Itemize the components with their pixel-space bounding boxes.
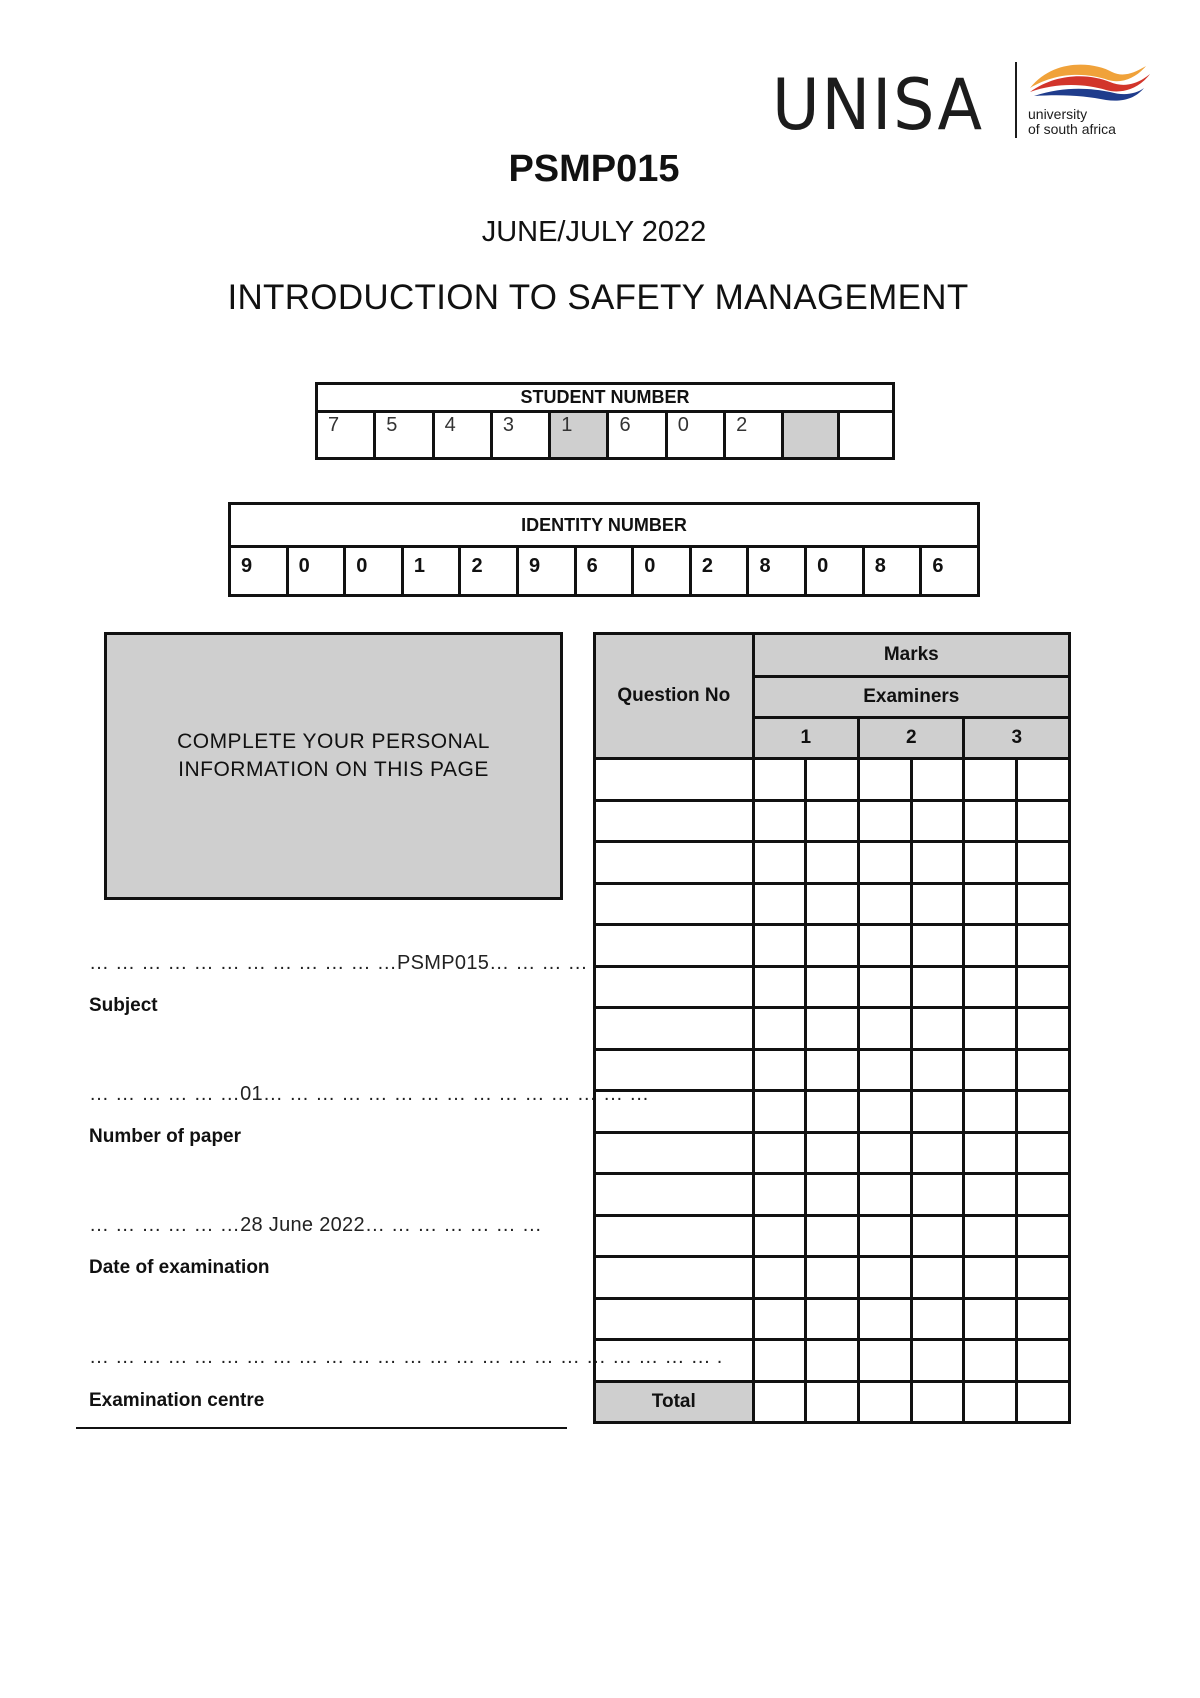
mark-cell[interactable] — [806, 1174, 859, 1216]
mark-cell[interactable] — [1017, 759, 1070, 801]
mark-cell[interactable] — [753, 1174, 806, 1216]
mark-cell[interactable] — [806, 966, 859, 1008]
total-cell[interactable] — [964, 1381, 1017, 1423]
identity-digit[interactable]: 1 — [402, 547, 460, 596]
logo-wordmark: UNISA — [772, 64, 984, 146]
mark-cell[interactable] — [859, 925, 912, 967]
mark-cell[interactable] — [859, 1215, 912, 1257]
mark-cell[interactable] — [806, 1008, 859, 1050]
mark-cell[interactable] — [911, 800, 964, 842]
mark-cell[interactable] — [964, 883, 1017, 925]
student-digit[interactable]: 5 — [375, 412, 433, 459]
mark-cell[interactable] — [806, 1091, 859, 1133]
identity-digit[interactable]: 9 — [518, 547, 576, 596]
mark-cell[interactable] — [964, 759, 1017, 801]
mark-cell[interactable] — [753, 966, 806, 1008]
mark-cell[interactable] — [859, 1298, 912, 1340]
mark-cell[interactable] — [964, 1008, 1017, 1050]
question-no-cell[interactable] — [595, 1257, 754, 1299]
identity-digit[interactable]: 8 — [863, 547, 921, 596]
exam-date-field[interactable]: … … … … … …28 June 2022… … … … … … … — [89, 1214, 543, 1236]
mark-cell[interactable] — [859, 966, 912, 1008]
examiner-2-header: 2 — [859, 718, 964, 759]
mark-cell[interactable] — [964, 1091, 1017, 1133]
identity-digit[interactable]: 6 — [921, 547, 979, 596]
marks-row — [595, 800, 1070, 842]
identity-digit[interactable]: 0 — [345, 547, 403, 596]
student-digit[interactable]: 6 — [608, 412, 666, 459]
mark-cell[interactable] — [806, 800, 859, 842]
marks-row — [595, 1091, 1070, 1133]
student-digit[interactable] — [838, 412, 893, 459]
logo-divider — [1015, 62, 1017, 138]
question-no-cell[interactable] — [595, 1132, 754, 1174]
marks-row — [595, 925, 1070, 967]
mark-cell[interactable] — [753, 1008, 806, 1050]
total-cell[interactable] — [753, 1381, 806, 1423]
marks-row — [595, 759, 1070, 801]
mark-cell[interactable] — [964, 1132, 1017, 1174]
mark-cell[interactable] — [1017, 800, 1070, 842]
question-no-cell[interactable] — [595, 1215, 754, 1257]
mark-cell[interactable] — [806, 1257, 859, 1299]
mark-cell[interactable] — [753, 842, 806, 884]
identity-digit[interactable]: 9 — [230, 547, 288, 596]
mark-cell[interactable] — [859, 759, 912, 801]
identity-digit[interactable]: 6 — [575, 547, 633, 596]
marks-rows — [595, 759, 1070, 1382]
marks-row — [595, 1008, 1070, 1050]
subject-label: Subject — [89, 995, 158, 1016]
mark-cell[interactable] — [806, 1215, 859, 1257]
mark-cell[interactable] — [1017, 966, 1070, 1008]
question-no-cell[interactable] — [595, 1174, 754, 1216]
identity-digit[interactable]: 2 — [690, 547, 748, 596]
mark-cell[interactable] — [1017, 883, 1070, 925]
mark-cell[interactable] — [859, 842, 912, 884]
student-digit[interactable]: 0 — [666, 412, 724, 459]
question-no-cell[interactable] — [595, 842, 754, 884]
mark-cell[interactable] — [1017, 1215, 1070, 1257]
mark-cell[interactable] — [753, 1298, 806, 1340]
mark-cell[interactable] — [859, 1174, 912, 1216]
mark-cell[interactable] — [911, 1298, 964, 1340]
marks-row — [595, 1215, 1070, 1257]
student-digit[interactable]: 1 — [550, 412, 608, 459]
question-no-cell[interactable] — [595, 1298, 754, 1340]
notice-line2: INFORMATION ON THIS PAGE — [178, 758, 489, 781]
marks-row — [595, 1298, 1070, 1340]
identity-number-table — [228, 502, 980, 597]
total-label: Total — [595, 1381, 754, 1423]
student-number-table — [315, 382, 895, 460]
mark-cell[interactable] — [859, 800, 912, 842]
mark-cell[interactable] — [1017, 842, 1070, 884]
logo-line1: university — [1028, 106, 1088, 122]
question-no-cell[interactable] — [595, 1091, 754, 1133]
identity-digit[interactable]: 2 — [460, 547, 518, 596]
mark-cell[interactable] — [964, 1340, 1017, 1382]
exam-centre-label: Examination centre — [89, 1390, 265, 1411]
mark-cell[interactable] — [964, 1257, 1017, 1299]
examiner-1-header: 1 — [753, 718, 858, 759]
marks-row — [595, 883, 1070, 925]
mark-cell[interactable] — [753, 883, 806, 925]
mark-cell[interactable] — [753, 1215, 806, 1257]
mark-cell[interactable] — [859, 1257, 912, 1299]
exam-session-title: JUNE/JULY 2022 — [481, 216, 707, 248]
subject-title: INTRODUCTION TO SAFETY MANAGEMENT — [227, 278, 969, 317]
mark-cell[interactable] — [859, 1340, 912, 1382]
mark-cell[interactable] — [911, 1091, 964, 1133]
mark-cell[interactable] — [964, 925, 1017, 967]
question-no-cell[interactable] — [595, 800, 754, 842]
mark-cell[interactable] — [1017, 1174, 1070, 1216]
logo-line2: of south africa — [1028, 121, 1116, 137]
logo-flag-icon — [1024, 58, 1154, 104]
mark-cell[interactable] — [1017, 1091, 1070, 1133]
marks-header: Marks — [753, 634, 1069, 677]
student-digit[interactable]: 4 — [433, 412, 491, 459]
student-digit[interactable] — [783, 412, 838, 459]
question-no-cell[interactable] — [595, 759, 754, 801]
form-bottom-rule — [76, 1427, 567, 1429]
question-no-cell[interactable] — [595, 1049, 754, 1091]
mark-cell[interactable] — [911, 842, 964, 884]
mark-cell[interactable] — [806, 1340, 859, 1382]
mark-cell[interactable] — [911, 1174, 964, 1216]
mark-cell[interactable] — [911, 925, 964, 967]
question-no-cell[interactable] — [595, 966, 754, 1008]
examiner-3-header: 3 — [964, 718, 1070, 759]
marks-table — [593, 632, 1071, 1424]
mark-cell[interactable] — [753, 1257, 806, 1299]
mark-cell[interactable] — [859, 1008, 912, 1050]
mark-cell[interactable] — [911, 1340, 964, 1382]
mark-cell[interactable] — [806, 759, 859, 801]
mark-cell[interactable] — [1017, 1008, 1070, 1050]
question-no-cell[interactable] — [595, 883, 754, 925]
mark-cell[interactable] — [806, 1049, 859, 1091]
question-no-header: Question No — [595, 634, 754, 759]
subject-field[interactable]: … … … … … … … … … … … …PSMP015… … … … — [89, 952, 588, 974]
exam-centre-field[interactable]: … … … … … … … … … … … … … … … … … … … … … … … … . — [89, 1346, 723, 1368]
examiners-header: Examiners — [753, 677, 1069, 718]
personal-info-notice — [104, 632, 563, 900]
mark-cell[interactable] — [964, 1215, 1017, 1257]
question-no-cell[interactable] — [595, 925, 754, 967]
mark-cell[interactable] — [806, 842, 859, 884]
mark-cell[interactable] — [753, 1340, 806, 1382]
paper-number-field[interactable]: … … … … … …01… … … … … … … … … … … … … … … — [89, 1083, 650, 1105]
mark-cell[interactable] — [1017, 925, 1070, 967]
mark-cell[interactable] — [1017, 1257, 1070, 1299]
mark-cell[interactable] — [964, 842, 1017, 884]
mark-cell[interactable] — [1017, 1049, 1070, 1091]
mark-cell[interactable] — [859, 883, 912, 925]
mark-cell[interactable] — [911, 1257, 964, 1299]
identity-digit[interactable]: 0 — [287, 547, 345, 596]
mark-cell[interactable] — [859, 1132, 912, 1174]
mark-cell[interactable] — [911, 759, 964, 801]
student-digit[interactable]: 3 — [491, 412, 549, 459]
mark-cell[interactable] — [911, 883, 964, 925]
notice-line1: COMPLETE YOUR PERSONAL — [177, 730, 490, 753]
marks-row — [595, 842, 1070, 884]
student-digit[interactable]: 2 — [725, 412, 783, 459]
question-no-cell[interactable] — [595, 1340, 754, 1382]
mark-cell[interactable] — [911, 1215, 964, 1257]
mark-cell[interactable] — [1017, 1298, 1070, 1340]
marks-row — [595, 966, 1070, 1008]
total-cell[interactable] — [806, 1381, 859, 1423]
mark-cell[interactable] — [911, 966, 964, 1008]
mark-cell[interactable] — [806, 1132, 859, 1174]
mark-cell[interactable] — [753, 1049, 806, 1091]
mark-cell[interactable] — [1017, 1132, 1070, 1174]
mark-cell[interactable] — [753, 800, 806, 842]
marks-row — [595, 1174, 1070, 1216]
mark-cell[interactable] — [964, 966, 1017, 1008]
marks-row — [595, 1257, 1070, 1299]
identity-digit[interactable]: 0 — [806, 547, 864, 596]
total-cell[interactable] — [1017, 1381, 1070, 1423]
mark-cell[interactable] — [753, 1091, 806, 1133]
course-code-title: PSMP015 — [508, 148, 680, 190]
mark-cell[interactable] — [753, 1132, 806, 1174]
marks-row — [595, 1340, 1070, 1382]
mark-cell[interactable] — [911, 1049, 964, 1091]
marks-row — [595, 1132, 1070, 1174]
identity-digit[interactable]: 8 — [748, 547, 806, 596]
mark-cell[interactable] — [859, 1049, 912, 1091]
mark-cell[interactable] — [964, 800, 1017, 842]
mark-cell[interactable] — [806, 1298, 859, 1340]
mark-cell[interactable] — [911, 1008, 964, 1050]
mark-cell[interactable] — [964, 1174, 1017, 1216]
identity-digit[interactable]: 0 — [633, 547, 691, 596]
unisa-logo — [772, 58, 1152, 148]
mark-cell[interactable] — [964, 1298, 1017, 1340]
identity-number-label: IDENTITY NUMBER — [230, 504, 979, 547]
question-no-cell[interactable] — [595, 1008, 754, 1050]
mark-cell[interactable] — [753, 759, 806, 801]
mark-cell[interactable] — [1017, 1340, 1070, 1382]
mark-cell[interactable] — [911, 1132, 964, 1174]
mark-cell[interactable] — [806, 883, 859, 925]
exam-date-label: Date of examination — [89, 1257, 270, 1278]
student-number-label: STUDENT NUMBER — [317, 384, 894, 412]
mark-cell[interactable] — [806, 925, 859, 967]
marks-row — [595, 1049, 1070, 1091]
mark-cell[interactable] — [753, 925, 806, 967]
total-cell[interactable] — [859, 1381, 912, 1423]
mark-cell[interactable] — [964, 1049, 1017, 1091]
paper-number-label: Number of paper — [89, 1126, 242, 1147]
student-digit[interactable]: 7 — [317, 412, 375, 459]
total-cell[interactable] — [911, 1381, 964, 1423]
mark-cell[interactable] — [859, 1091, 912, 1133]
